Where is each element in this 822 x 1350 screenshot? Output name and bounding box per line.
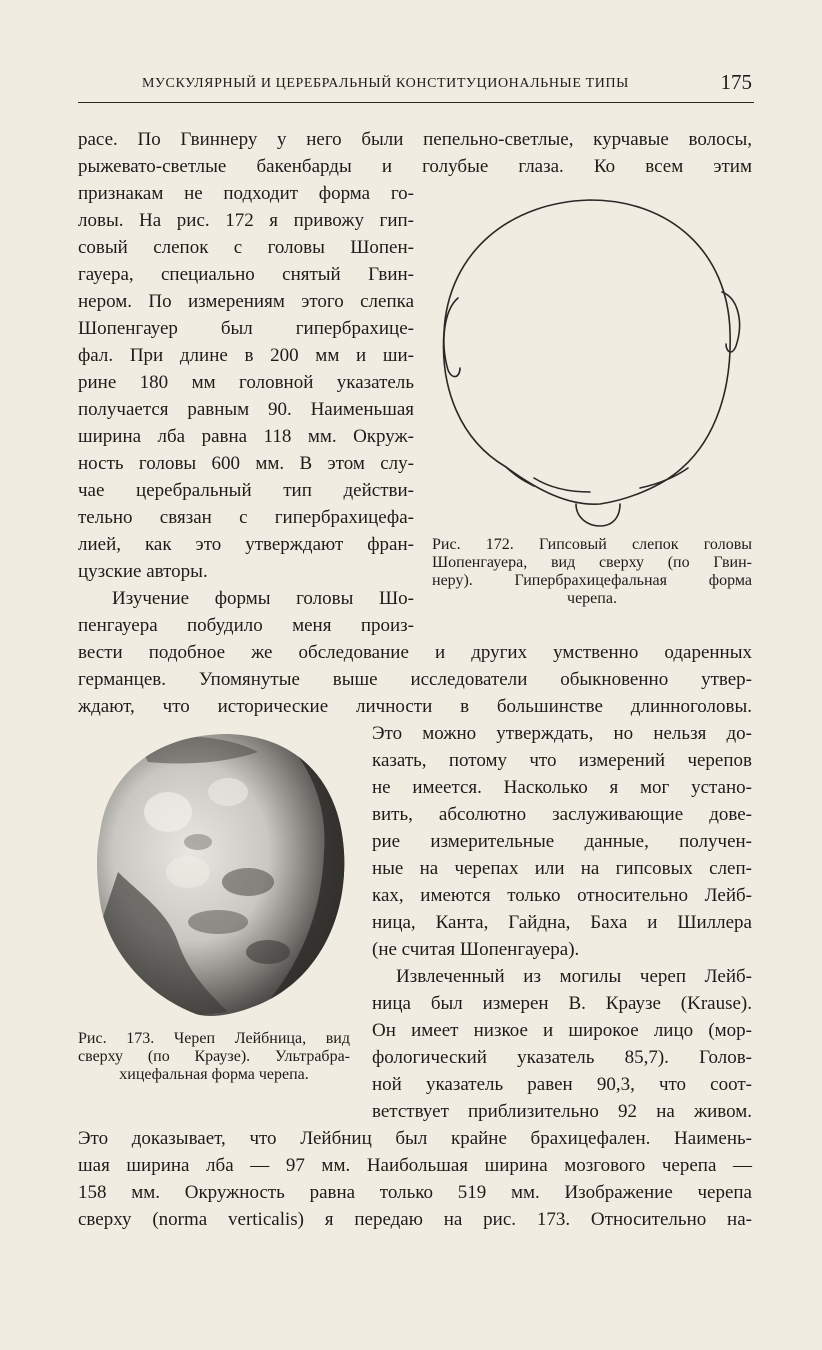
body-line: фал. При длине в 200 мм и ши- <box>78 345 414 366</box>
body-line: ках, имеются только относительно Лейб- <box>372 885 752 906</box>
body-line: германцев. Упомянутые выше исследователи обыкновенно утвер- <box>78 669 752 690</box>
figure-173-caption-line: Рис. 173. Череп Лейбница, вид <box>78 1030 350 1047</box>
body-line: Это доказывает, что Лейбниц был крайне брахицефален. Наимень- <box>78 1128 752 1149</box>
body-line: (не считая Шопенгауера). <box>372 939 580 960</box>
figure-173-skull-photo <box>78 722 358 1022</box>
body-line: не имеется. Насколько я мог устано- <box>372 777 752 798</box>
body-line: ловы. На рис. 172 я привожу гип- <box>78 210 414 231</box>
page-number: 175 <box>720 70 752 94</box>
body-line: получается равным 90. Наименьшая <box>78 399 414 420</box>
body-line: ница был измерен В. Краузе (Krause). <box>372 993 752 1014</box>
body-line: ной указатель равен 90,3, что соот- <box>372 1074 752 1095</box>
body-line: ширина лба равна 118 мм. Окруж- <box>78 426 414 447</box>
body-line: ждают, что исторические личности в большинстве длинноголовы. <box>78 696 752 717</box>
figure-172-caption-line: черепа. <box>567 590 617 607</box>
body-line: нером. По измерениям этого слепка <box>78 291 414 312</box>
figure-172-head-outline <box>430 192 752 530</box>
body-line: сверху (norma verticalis) я передаю на рис. 173. Относительно на- <box>78 1209 752 1230</box>
body-line: рине 180 мм головной указатель <box>78 372 414 393</box>
body-line: фологический указатель 85,7). Голов- <box>372 1047 752 1068</box>
body-line: 158 мм. Окружность равна только 519 мм. Изображение черепа <box>78 1182 752 1203</box>
body-line: пенгауера побудило меня произ- <box>78 615 414 636</box>
figure-172-caption-line: Шопенгауера, вид сверху (по Гвин- <box>432 554 752 571</box>
body-line: ность головы 600 мм. В этом слу- <box>78 453 414 474</box>
figure-173-caption-line: сверху (по Краузе). Ультрабра- <box>78 1048 350 1065</box>
body-line: признакам не подходит форма го- <box>78 183 414 204</box>
body-line: вить, абсолютно заслуживающие дове- <box>372 804 752 825</box>
body-line: расе. По Гвиннеру у него были пепельно-светлые, курчавые волосы, <box>78 129 752 150</box>
body-line: Он имеет низкое и широкое лицо (мор- <box>372 1020 752 1041</box>
body-line: шая ширина лба — 97 мм. Наибольшая ширина мозгового черепа — <box>78 1155 752 1176</box>
body-line: казать, потому что измерений черепов <box>372 750 752 771</box>
body-line: ница, Канта, Гайдна, Баха и Шиллера <box>372 912 752 933</box>
figure-173-caption-line: хицефальная форма черепа. <box>119 1066 309 1083</box>
body-line: ные на черепах или на гипсовых слеп- <box>372 858 752 879</box>
body-line: Это можно утверждать, но нельзя до- <box>372 723 752 744</box>
body-line: рие измерительные данные, получен- <box>372 831 752 852</box>
body-line: лией, как это утверждают фран- <box>78 534 414 555</box>
figure-172-caption-line: неру). Гипербрахицефальная форма <box>432 572 752 589</box>
body-line: чае церебральный тип действи- <box>78 480 414 501</box>
running-header <box>78 70 754 103</box>
running-title: МУСКУЛЯРНЫЙ И ЦЕРЕБРАЛЬНЫЙ КОНСТИТУЦИОНАЛЬНЫЕ ТИПЫ <box>142 76 629 91</box>
body-line: тельно связан с гипербрахицефа- <box>78 507 414 528</box>
body-line: вести подобное же обследование и других умственно одаренных <box>78 642 752 663</box>
figure-172-caption-line: Рис. 172. Гипсовый слепок головы <box>432 536 752 553</box>
body-line: ветствует приблизительно 92 на живом. <box>372 1101 752 1122</box>
body-line: цузские авторы. <box>78 561 208 582</box>
body-line: рыжевато-светлые бакенбарды и голубые глаза. Ко всем этим <box>78 156 752 177</box>
body-line: Изучение формы головы Шо- <box>112 588 414 609</box>
body-line: Шопенгауер был гипербрахице- <box>78 318 414 339</box>
body-line: совый слепок с головы Шопен- <box>78 237 414 258</box>
body-line: гауера, специально снятый Гвин- <box>78 264 414 285</box>
body-line: Извлеченный из могилы череп Лейб- <box>396 966 752 987</box>
